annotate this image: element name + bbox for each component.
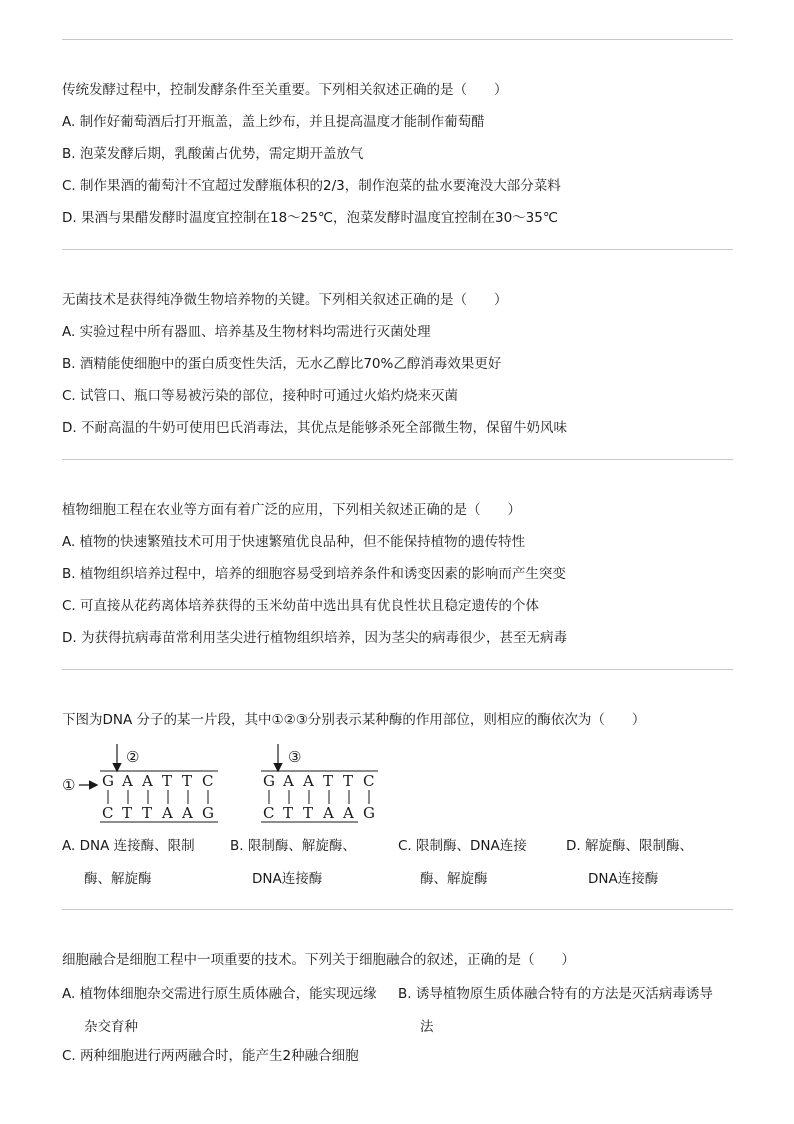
dna-fragment-figure <box>62 740 392 830</box>
base: T <box>122 804 133 822</box>
base: C <box>202 772 214 790</box>
base: T <box>283 804 294 822</box>
option-line: B. 限制酶、解旋酶、 <box>230 838 356 854</box>
divider <box>62 909 733 910</box>
option-line: B. 诱导植物原生质体融合特有的方法是灭活病毒诱导 <box>398 986 713 1002</box>
question-stem: 植物细胞工程在农业等方面有着广泛的应用，下列相关叙述正确的是（ ） <box>62 502 521 518</box>
divider <box>62 459 733 460</box>
option-c[interactable] <box>62 1040 734 1073</box>
base: A <box>182 804 193 822</box>
option-c[interactable]: C. 制作果酒的葡萄汁不宜超过发酵瓶体积的2/3，制作泡菜的盐水要淹没大部分菜料 <box>62 178 561 194</box>
option-a[interactable] <box>62 978 396 1044</box>
option-c[interactable] <box>398 830 558 896</box>
option-line: A. DNA 连接酶、限制 <box>62 838 195 854</box>
option-line: DNA连接酶 <box>588 871 659 887</box>
option-line: 酶、解旋酶 <box>84 871 152 887</box>
base: A <box>343 804 354 822</box>
base: A <box>323 804 334 822</box>
base: G <box>102 772 114 790</box>
option-b[interactable]: B. 酒精能使细胞中的蛋白质变性失活，无水乙醇比70%乙醇消毒效果更好 <box>62 356 502 372</box>
question-stem: 无菌技术是获得纯净微生物培养物的关键。下列相关叙述正确的是（ ） <box>62 292 508 308</box>
option-b[interactable]: B. 泡菜发酵后期，乳酸菌占优势，需定期开盖放气 <box>62 146 364 162</box>
base: A <box>162 804 173 822</box>
option-line: 法 <box>420 1019 434 1035</box>
base: A <box>142 772 153 790</box>
question-stem: 下图为DNA 分子的某一片段，其中①②③分别表示某种酶的作用部位，则相应的酶依次为（ ） <box>62 712 646 728</box>
base: T <box>343 772 354 790</box>
option-c[interactable]: C. 试管口、瓶口等易被污染的部位，接种时可通过火焰灼烧来灭菌 <box>62 388 459 404</box>
question-4 <box>62 710 734 730</box>
marker-1-label: ① <box>62 776 76 794</box>
base: T <box>182 772 193 790</box>
option-line: 酶、解旋酶 <box>420 871 488 887</box>
base: C <box>363 772 375 790</box>
option-line: A. 植物体细胞杂交需进行原生质体融合，能实现远缘 <box>62 986 377 1002</box>
marker-2-label: ② <box>126 748 140 766</box>
base: A <box>122 772 133 790</box>
base: G <box>263 772 275 790</box>
marker-3-label: ③ <box>288 748 302 766</box>
option-d[interactable]: D. 果酒与果醋发酵时温度宜控制在18～25℃，泡菜发酵时温度宜控制在30～35℃ <box>62 210 559 226</box>
option-d[interactable]: D. 为获得抗病毒苗常利用茎尖进行植物组织培养，因为茎尖的病毒很少，甚至无病毒 <box>62 630 567 646</box>
question-stem: 传统发酵过程中，控制发酵条件至关重要。下列相关叙述正确的是（ ） <box>62 82 508 98</box>
question-stem: 细胞融合是细胞工程中一项重要的技术。下列关于细胞融合的叙述，正确的是（ ） <box>62 952 575 968</box>
bottom-strand-right <box>263 804 375 822</box>
base: C <box>102 804 114 822</box>
option-d[interactable] <box>566 830 726 896</box>
base: G <box>202 804 214 822</box>
option-c[interactable]: C. 可直接从花药离体培养获得的玉米幼苗中选出具有优良性状且稳定遗传的个体 <box>62 598 540 614</box>
base: T <box>162 772 173 790</box>
question-1 <box>62 80 734 226</box>
option-line: DNA连接酶 <box>252 871 323 887</box>
base-pair-bonds <box>108 790 208 804</box>
option-b[interactable] <box>398 978 734 1044</box>
base: T <box>142 804 153 822</box>
option-a[interactable]: A. 实验过程中所有器皿、培养基及生物材料均需进行灭菌处理 <box>62 324 431 340</box>
base-pair-bonds <box>269 790 369 804</box>
option-line: C. 限制酶、DNA连接 <box>398 838 527 854</box>
option-d[interactable]: D. 不耐高温的牛奶可使用巴氏消毒法，其优点是能够杀死全部微生物，保留牛奶风味 <box>62 420 567 436</box>
base: T <box>323 772 334 790</box>
option-line: D. 解旋酶、限制酶、 <box>566 838 693 854</box>
question-2 <box>62 290 734 436</box>
option-a[interactable]: A. 植物的快速繁殖技术可用于快速繁殖优良品种，但不能保持植物的遗传特性 <box>62 534 526 550</box>
base: G <box>363 804 375 822</box>
base: T <box>303 804 314 822</box>
option-b[interactable]: B. 植物组织培养过程中，培养的细胞容易受到培养条件和诱变因素的影响而产生突变 <box>62 566 566 582</box>
question-5 <box>62 950 734 970</box>
option-a[interactable]: A. 制作好葡萄酒后打开瓶盖，盖上纱布，并且提高温度才能制作葡萄醋 <box>62 114 485 130</box>
option-b[interactable] <box>230 830 390 896</box>
base: A <box>303 772 314 790</box>
top-strand-right <box>263 772 374 790</box>
option-line: 杂交育种 <box>84 1019 138 1035</box>
bottom-strand-left <box>102 804 214 822</box>
divider <box>62 39 733 40</box>
base: C <box>263 804 275 822</box>
option-a[interactable] <box>62 830 222 896</box>
divider <box>62 669 733 670</box>
base: A <box>283 772 294 790</box>
option-line: C. 两种细胞进行两两融合时，能产生2种融合细胞 <box>62 1048 359 1064</box>
question-3 <box>62 500 734 646</box>
top-strand-left <box>102 772 213 790</box>
divider <box>62 249 733 250</box>
